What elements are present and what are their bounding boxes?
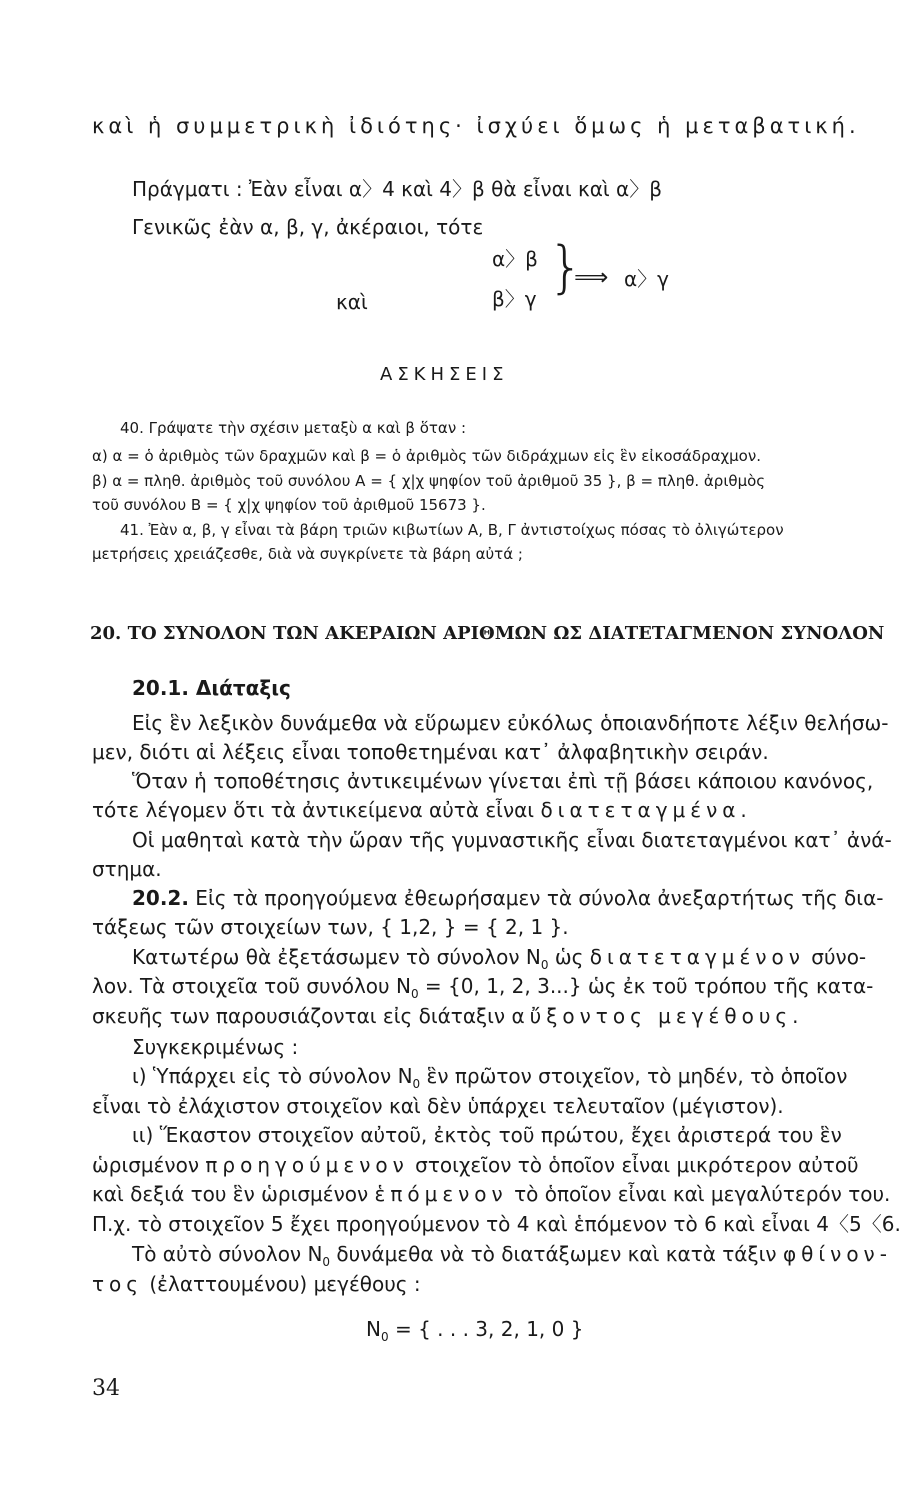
para-line: Συγκεκριμένως : — [132, 1035, 299, 1059]
intro-line-3: Γενικῶς ἐὰν α, β, γ, ἀκέραιοι, τότε — [132, 215, 484, 239]
exercise-40-b: β) α = πληθ. ἀριθμὸς τοῦ συνόλου Α = { χ|χ ψηφίον τοῦ ἀριθμοῦ 35 }, β = πληθ. ἀριθμὸς — [92, 472, 766, 490]
spaced-term: φθίνον- — [782, 1242, 892, 1266]
text: σκευῆς των παρουσιάζονται εἰς διάταξιν — [92, 1004, 512, 1028]
conclusion: α〉γ — [624, 267, 670, 291]
right-brace: } — [548, 235, 584, 300]
para-line: Π.χ. τὸ στοιχεῖον 5 ἔχει προηγούμενον τὸ 4 καὶ ἑπόμενον τὸ 6 καὶ εἶναι 4〈5〈6. — [92, 1212, 901, 1236]
condition-2: β〉γ — [492, 287, 537, 311]
exercise-40: 40. Γράψατε τὴν σχέσιν μεταξὺ α καὶ β ὅταν : — [120, 419, 467, 437]
exercise-41-cont: μετρήσεις χρειάζεσθε, διὰ νὰ συγκρίνετε τὰ βάρη αὐτά ; — [92, 545, 523, 563]
subscript: 0 — [540, 958, 549, 972]
subscript: 0 — [412, 1077, 421, 1091]
text: (ἐλαττουμένου) μεγέθους : — [143, 1272, 421, 1296]
text: λον. Τὰ στοιχεῖα τοῦ συνόλου N — [92, 974, 411, 998]
and-word: καὶ — [336, 290, 368, 314]
implies-arrow: ⟹ — [574, 263, 609, 291]
formula-n0 — [366, 1316, 583, 1350]
para-line: εἶναι τὸ ἐλάχιστον στοιχεῖον καὶ δὲν ὑπάρχει τελευταῖον (μέγιστον). — [92, 1094, 784, 1118]
subscript: 0 — [380, 1330, 389, 1344]
spaced-term: διατεταγμένον — [589, 945, 805, 969]
para-line: Ὅταν ἡ τοποθέτησις ἀντικειμένων γίνεται ἐπὶ τῇ βάσει κάποιου κανόνος, — [132, 769, 874, 793]
para-line — [92, 1003, 803, 1029]
text: στοιχεῖον τὸ ὁποῖον εἶναι μικρότερον αὐτοῦ — [408, 1153, 859, 1177]
para-line — [92, 1152, 859, 1178]
para-line — [92, 973, 873, 1007]
spaced-term: τος — [92, 1272, 144, 1296]
subsection-20-2: 20.2. — [132, 886, 189, 910]
para-line — [92, 797, 752, 823]
text: τότε λέγομεν ὅτι τὰ ἀντικείμενα αὐτὰ εἶναι — [92, 798, 541, 822]
para-line: Οἱ μαθηταὶ κατὰ τὴν ὥραν τῆς γυμναστικῆς εἶναι διατεταγμένοι κατ᾽ ἀνά- — [132, 828, 892, 852]
text: ὡς — [548, 945, 590, 969]
text: Κατωτέρω θὰ ἐξετάσωμεν τὸ σύνολον N — [132, 945, 541, 969]
text: ὡρισμένον — [92, 1153, 206, 1177]
subsection-20-1: 20.1. Διάταξις — [132, 676, 291, 700]
exercise-40-a: α) α = ὁ ἀριθμὸς τῶν δραχμῶν καὶ β = ὁ ἀριθμὸς τῶν διδράχμων εἰς ἓν εἰκοσάδραχμον. — [92, 447, 762, 465]
exercises-heading: ΑΣΚΗΣΕΙΣ — [380, 364, 509, 385]
subscript: 0 — [322, 1255, 331, 1269]
para-line — [92, 1181, 890, 1207]
intro-line-1: καὶ ἡ συμμετρικὴ ἰδιότης· ἰσχύει ὅμως ἡ μεταβατική. — [92, 114, 860, 138]
text: καὶ δεξιά του ἓν ὡρισμένον — [92, 1182, 375, 1206]
text: Τὸ αὐτὸ σύνολον N — [132, 1242, 323, 1266]
spaced-term: ἑπόμενον — [374, 1182, 508, 1206]
spaced-term: διατεταγμένα. — [540, 798, 752, 822]
page-number: 34 — [92, 1376, 120, 1401]
text: ι) Ὑπάρχει εἰς τὸ σύνολον N — [132, 1064, 413, 1088]
text: = {0, 1, 2, 3...} ὡς ἐκ τοῦ τρόπου τῆς κατα- — [418, 974, 874, 998]
para-line — [132, 1241, 892, 1275]
para-line: μεν, διότι αἱ λέξεις εἶναι τοποθετημέναι κατ᾽ ἀλφαβητικὴν σειράν. — [92, 740, 769, 764]
para-line: ιι) Ἕκαστον στοιχεῖον αὐτοῦ, ἐκτὸς τοῦ πρώτου, ἔχει ἀριστερά του ἓν — [132, 1123, 842, 1147]
text: ἓν πρῶτον στοιχεῖον, τὸ μηδέν, τὸ ὁποῖον — [420, 1064, 848, 1088]
section-title: 20. ΤΟ ΣΥΝΟΛΟΝ ΤΩΝ ΑΚΕΡΑΙΩΝ ΑΡΙΘΜΩΝ ΩΣ ΔΙΑΤΕΤΑΓΜΕΝΟΝ ΣΥΝΟΛΟΝ — [90, 623, 885, 644]
text: δυνάμεθα νὰ τὸ διατάξωμεν καὶ κατὰ τάξιν — [330, 1242, 783, 1266]
spaced-term: αὔξοντος μεγέθους. — [511, 1004, 804, 1028]
para-line: τάξεως τῶν στοιχείων των, { 1,2, } = { 2, 1 }. — [92, 915, 569, 939]
exercise-40-b-cont: τοῦ συνόλου Β = { χ|χ ψηφίον τοῦ ἀριθμοῦ 15673 }. — [92, 496, 486, 514]
text: σύνο- — [804, 945, 867, 969]
intro-line-2: Πράγματι : Ἐὰν εἶναι α〉4 καὶ 4〉β θὰ εἶναι καὶ α〉β — [132, 177, 662, 201]
para-line: στημα. — [92, 857, 162, 881]
text: Εἰς τὰ προηγούμενα ἐθεωρήσαμεν τὰ σύνολα ἀνεξαρτήτως τῆς δια- — [188, 886, 884, 910]
text: = { . . . 3, 2, 1, 0 } — [388, 1317, 584, 1341]
text: N — [366, 1317, 381, 1341]
para-line — [132, 885, 883, 911]
condition-1: α〉β — [492, 247, 538, 271]
para-line — [92, 1271, 421, 1297]
subscript: 0 — [410, 987, 419, 1001]
para-line — [132, 1063, 847, 1097]
exercise-41: 41. Ἐὰν α, β, γ εἶναι τὰ βάρη τριῶν κιβωτίων Α, Β, Γ ἀντιστοίχως πόσας τὸ ὀλιγώτερον — [120, 521, 784, 539]
spaced-term: προηγούμενον — [205, 1153, 409, 1177]
para-line: Εἰς ἓν λεξικὸν δυνάμεθα νὰ εὕρωμεν εὐκόλως ὁποιανδήποτε λέξιν θελήσω- — [132, 711, 889, 735]
text: τὸ ὁποῖον εἶναι καὶ μεγαλύτερόν του. — [507, 1182, 891, 1206]
